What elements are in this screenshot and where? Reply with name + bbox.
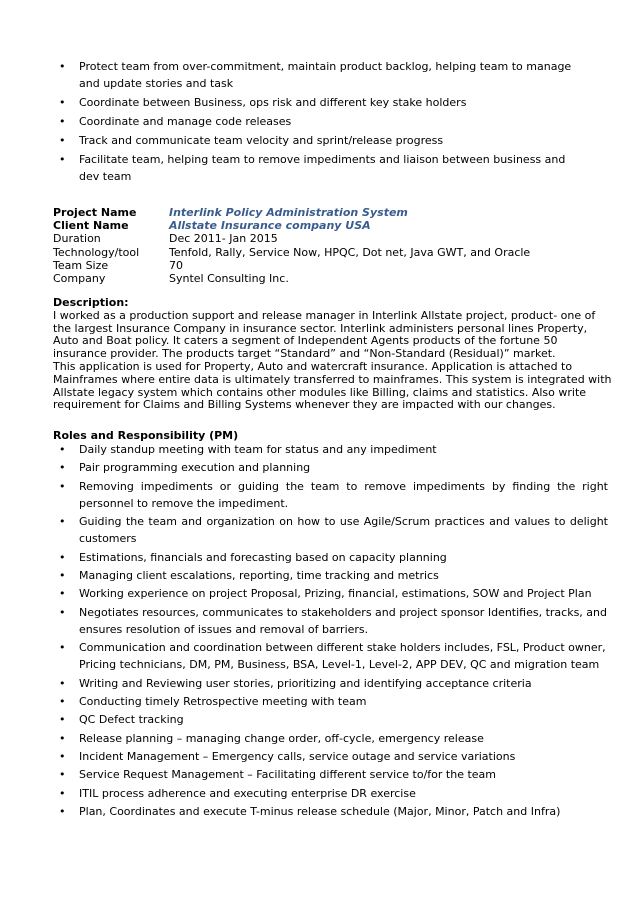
list-item: • Managing client escalations, reporting, time tracking and metrics (79, 567, 608, 584)
list-item: • Coordinate between Business, ops risk and different key stake holders (79, 94, 589, 111)
duration-row (53, 232, 613, 245)
project-name-row (53, 206, 613, 219)
list-item: • Coordinate and manage code releases (79, 113, 589, 130)
list-item: • Release planning – managing change order, off-cycle, emergency release (79, 730, 608, 747)
project-details (53, 206, 613, 285)
project-name-value: Interlink Policy Administration System (169, 206, 408, 219)
list-item: • Protect team from over-commitment, maintain product backlog, helping team to manage and update stories and task (79, 58, 589, 92)
responsibilities-list (79, 58, 589, 187)
team-size-row (53, 259, 613, 272)
list-item: • Removing impediments or guiding the team to remove impediments by finding the right personnel to remove the impediment. (79, 478, 608, 512)
duration-value: Dec 2011- Jan 2015 (169, 232, 278, 246)
list-item: • QC Defect tracking (79, 711, 608, 728)
technology-label: Technology/tool (53, 245, 140, 259)
list-item: • Working experience on project Proposal, Prizing, financial, estimations, SOW and Project Plan (79, 585, 608, 602)
roles-title: Roles and Responsibility (PM) (53, 429, 239, 442)
list-item: • ITIL process adherence and executing enterprise DR exercise (79, 785, 608, 802)
company-value: Syntel Consulting Inc. (169, 272, 289, 286)
company-label: Company (53, 272, 106, 286)
team-size-label: Team Size (53, 258, 109, 272)
list-item: • Service Request Management – Facilitating different service to/for the team (79, 766, 608, 783)
description-section (53, 297, 613, 412)
list-item: • Incident Management – Emergency calls, service outage and service variations (79, 748, 608, 765)
list-item: • Communication and coordination between different stake holders includes, FSL, Product owner, Pricing technicians, DM, PM, Business, BSA, Level-1, Level-2, APP DEV, QC and migration team (79, 639, 608, 673)
description-paragraph: I worked as a production support and release manager in Interlink Allstate project, product- one of the largest Insurance Company in insurance sector. Interlink administers personal lines Property, Auto and Boat policy. It caters a segment of Independent Agents products of the fortune 50 insurance provider. The products target “Standard” and “Non-Standard (Residual)” market. (53, 308, 596, 361)
description-paragraph: This application is used for Property, Auto and watercraft insurance. Application is attached to Mainframes where entire data is ultimately transferred to mainframes. This system is integrated with Allstate legacy system which contains other modules like Billing, claims and statistics. Also write requirement for Claims and Billing Systems whenever they are impacted with our changes. (53, 359, 612, 412)
duration-label: Duration (53, 232, 101, 246)
roles-list (79, 441, 608, 822)
list-item: • Daily standup meeting with team for status and any impediment (79, 441, 608, 458)
description-title: Description: (53, 296, 129, 309)
technology-row (53, 246, 613, 259)
client-name-row (53, 219, 613, 232)
list-item: • Guiding the team and organization on how to use Agile/Scrum practices and values to delight customers (79, 513, 608, 547)
client-name-value: Allstate Insurance company USA (169, 219, 371, 233)
list-item: • Pair programming execution and planning (79, 459, 608, 476)
list-item: • Negotiates resources, communicates to stakeholders and project sponsor Identifies, tracks, and ensures resolution of issues and removal of barriers. (79, 604, 608, 638)
technology-value: Tenfold, Rally, Service Now, HPQC, Dot net, Java GWT, and Oracle (169, 245, 531, 259)
list-item: • Plan, Coordinates and execute T-minus release schedule (Major, Minor, Patch and Infra) (79, 803, 608, 820)
client-name-label: Client Name (53, 219, 129, 233)
list-item: • Track and communicate team velocity and sprint/release progress (79, 132, 589, 149)
list-item: • Facilitate team, helping team to remove impediments and liaison between business and dev team (79, 151, 589, 185)
team-size-value: 70 (169, 258, 183, 272)
list-item: • Writing and Reviewing user stories, prioritizing and identifying acceptance criteria (79, 675, 608, 692)
list-item: • Conducting timely Retrospective meeting with team (79, 693, 608, 710)
list-item: • Estimations, financials and forecasting based on capacity planning (79, 549, 608, 566)
company-row (53, 272, 613, 285)
project-name-label: Project Name (53, 206, 137, 219)
